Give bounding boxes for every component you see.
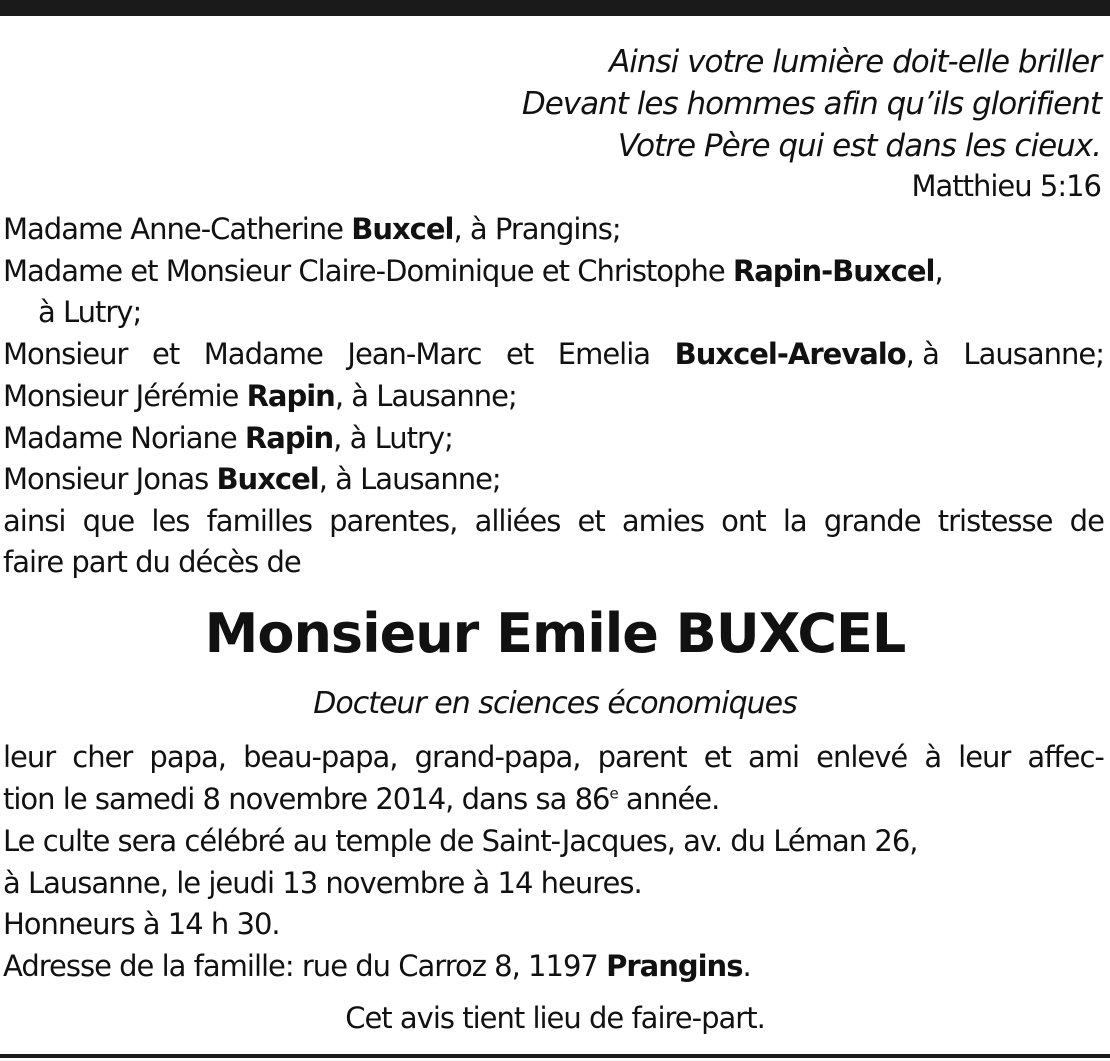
honours-line: Honneurs à 14 h 30. [3, 907, 280, 941]
details-word: leur [3, 740, 56, 774]
announcement-word: de [1069, 504, 1104, 538]
family-word: et [505, 337, 534, 371]
family-name: Madame Anne-Catherine [3, 212, 352, 246]
address-line [0, 946, 1110, 986]
announcement-word: la [782, 504, 807, 538]
top-rule [0, 0, 1110, 16]
details-word: grand-papa, [414, 740, 581, 774]
family-word: Monsieur [3, 337, 128, 371]
bottom-rule [0, 1054, 1110, 1058]
family-word: Emelia [557, 337, 651, 371]
announcement-word: les [151, 504, 190, 538]
details-word: et [703, 740, 731, 774]
family-surname: Rapin [246, 379, 335, 413]
announcement-word: alliées [474, 504, 561, 538]
announcement-word: familles [206, 504, 312, 538]
family-location: , [934, 254, 943, 288]
details-word: beau-papa, [243, 740, 398, 774]
family-line-1 [0, 209, 1110, 249]
announcement-word: ont [721, 504, 766, 538]
family-location: , à Lausanne; [318, 462, 501, 496]
address-text: Adresse de la famille: rue du Carroz 8, 1197 [3, 949, 607, 983]
family-line-2 [0, 251, 1110, 291]
family-line-4 [0, 376, 1110, 416]
verse-line-2: Devant les hommes afin qu’ils glorifient [521, 86, 1101, 122]
details-date-tail: année. [617, 782, 720, 816]
announcement-word: grande [823, 504, 921, 538]
details-word: leur [958, 740, 1011, 774]
family-word: Jean-Marc [347, 337, 482, 371]
family-name: Monsieur Jonas [3, 462, 217, 496]
verse-line-3: Votre Père qui est dans les cieux. [617, 128, 1101, 164]
verse-reference: Matthieu 5:16 [911, 169, 1101, 203]
family-line-2-continuation: à Lutry; [38, 295, 142, 329]
details-word: papa, [149, 740, 226, 774]
announcement-line-1 [0, 501, 1104, 541]
announcement-word: parentes, [329, 504, 458, 538]
service-line-1: Le culte sera célébré au temple de Saint-Jacques, av. du Léman 26, [3, 824, 918, 858]
verse-line-1: Ainsi votre lumière doit-elle briller [609, 44, 1101, 80]
details-date-text: tion le samedi 8 novembre 2014, dans sa 86 [3, 782, 610, 816]
family-location: , à Prangins; [453, 212, 621, 246]
address-town: Prangins [606, 949, 743, 983]
details-word: à [924, 740, 942, 774]
announcement-word: amies [621, 504, 704, 538]
family-surname: Buxcel [351, 212, 454, 246]
details-word: ami [747, 740, 800, 774]
details-line-2 [0, 779, 1110, 819]
deceased-title: Docteur en sciences économiques [313, 686, 797, 721]
ordinal-superscript: e [609, 784, 618, 803]
announcement-word: tristesse [937, 504, 1053, 538]
family-surname: Buxcel [216, 462, 319, 496]
notice-line: Cet avis tient lieu de faire-part. [345, 1001, 765, 1035]
deceased-name: Monsieur Emile BUXCEL [204, 602, 906, 665]
family-location: , à Lausanne; [334, 379, 517, 413]
announcement-word: ainsi [3, 504, 66, 538]
family-surname: Rapin [244, 421, 334, 455]
details-line-1 [0, 737, 1104, 777]
family-word: , à [905, 337, 939, 371]
details-word: parent [597, 740, 687, 774]
details-word: enlevé [816, 740, 908, 774]
family-name: Madame Noriane [3, 421, 245, 455]
details-word: cher [72, 740, 133, 774]
family-location: , à Lutry; [333, 421, 453, 455]
address-period: . [742, 949, 751, 983]
family-name: Madame et Monsieur Claire-Dominique et Christophe [3, 254, 733, 288]
family-name: Monsieur Jérémie [3, 379, 247, 413]
announcement-word: que [82, 504, 135, 538]
family-word: Madame [203, 337, 323, 371]
announcement-line-2: faire part du décès de [3, 545, 301, 579]
family-line-3 [0, 334, 1104, 374]
service-line-2: à Lausanne, le jeudi 13 novembre à 14 heures. [3, 866, 642, 900]
announcement-word: et [577, 504, 605, 538]
family-word: Lausanne; [963, 337, 1104, 371]
family-surname: Buxcel-Arevalo [674, 337, 906, 371]
family-line-6 [0, 459, 1110, 499]
details-word: affec- [1027, 740, 1104, 774]
family-word: et [152, 337, 180, 371]
family-surname: Rapin-Buxcel [732, 254, 935, 288]
family-line-5 [0, 418, 1110, 458]
